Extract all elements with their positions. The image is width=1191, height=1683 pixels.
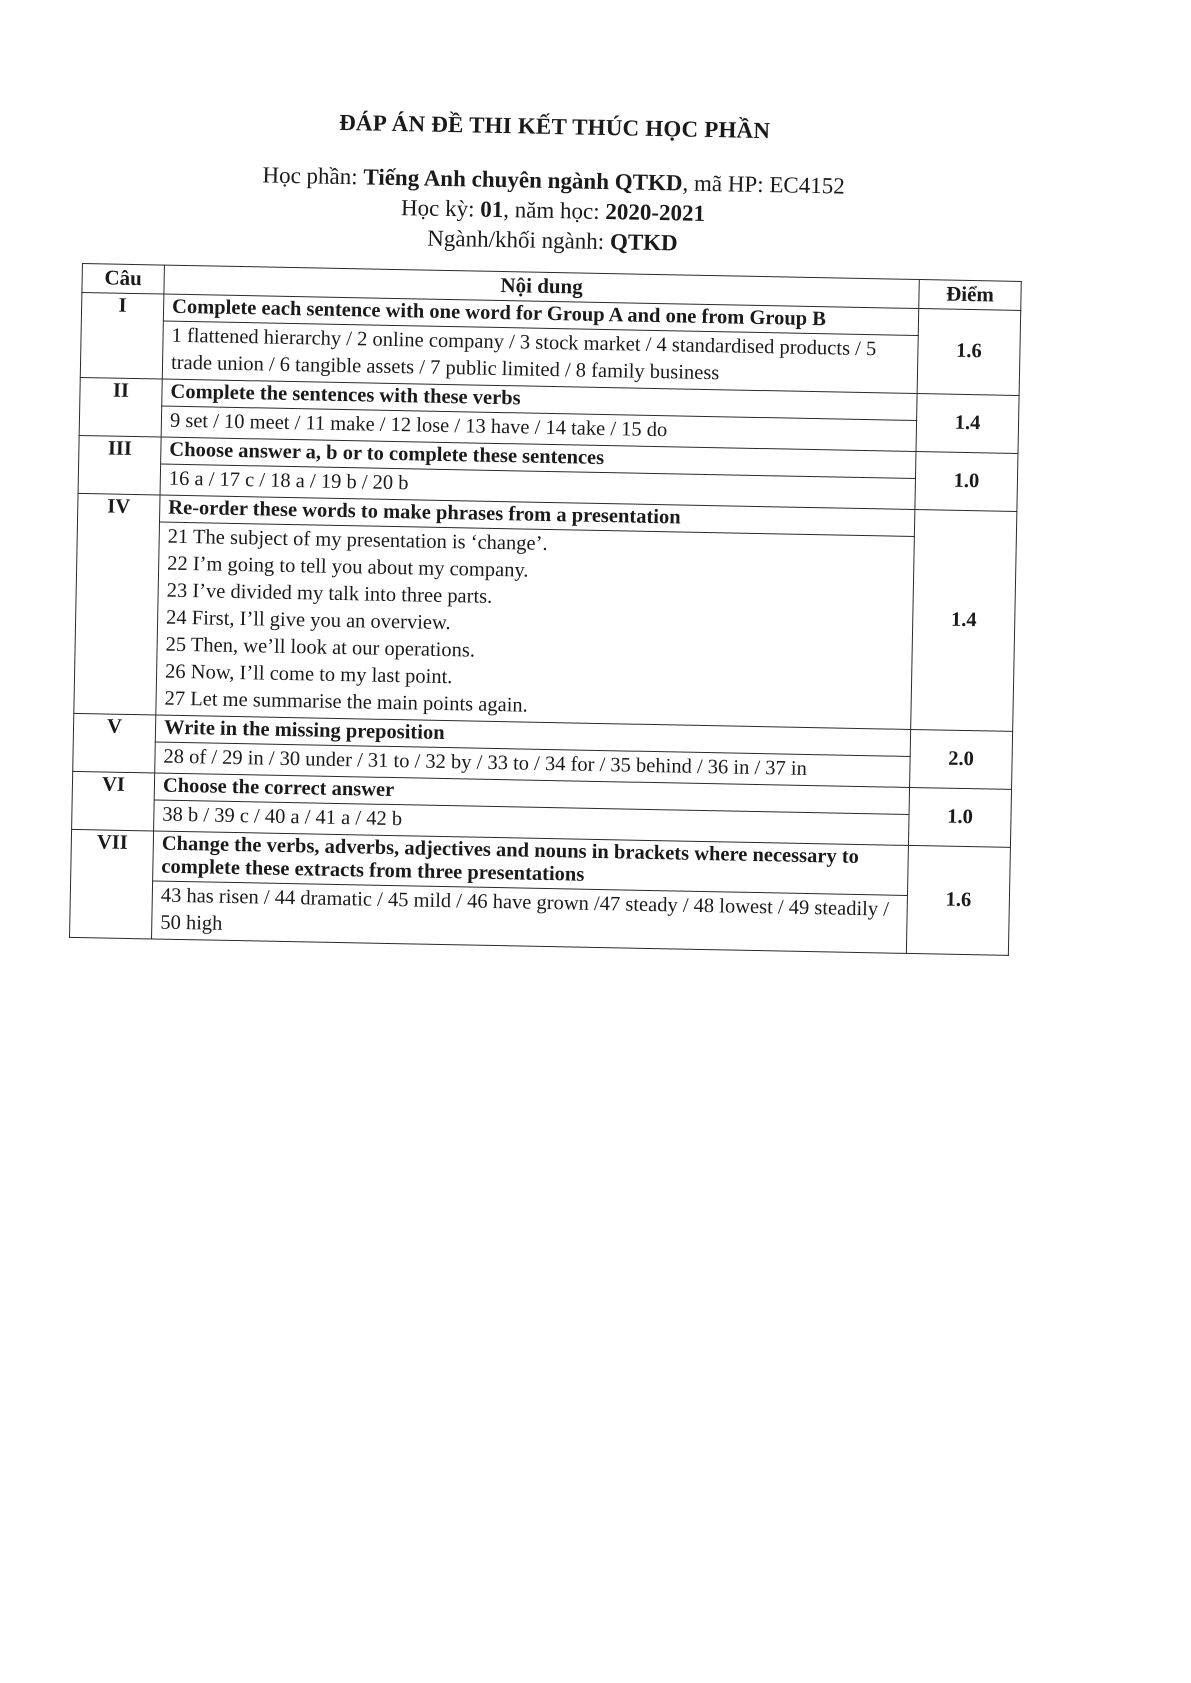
course-code: EC4152: [769, 172, 845, 199]
answer-table: [69, 263, 1022, 956]
section-number: VI: [72, 771, 155, 831]
answer-line: 38 b / 39 c / 40 a / 41 a / 42 b: [162, 803, 403, 831]
answer-line: 24 First, I’ll give you an overview.: [165, 606, 451, 635]
section-score: 1.6: [906, 845, 1010, 955]
section-score: 2.0: [910, 729, 1013, 789]
section-score: 1.6: [917, 309, 1021, 396]
section-task: Complete each sentence with one word for Group A and one from Group B: [163, 294, 918, 335]
section-number: II: [79, 377, 162, 437]
section-answers: [156, 522, 915, 729]
year-label: , năm học:: [503, 197, 600, 224]
answer-line: 22 I’m going to tell you about my company.: [166, 552, 529, 582]
section-score: 1.0: [908, 787, 1011, 847]
section-task: Write in the missing preposition: [155, 715, 910, 756]
answer-line: 9 set / 10 meet / 11 make / 12 lose / 13 have / 14 take / 15 do: [169, 409, 668, 442]
section-score: 1.0: [915, 452, 1018, 512]
section-task: Complete the sentences with these verbs: [162, 379, 917, 420]
section-number: VII: [70, 829, 154, 939]
column-header-question: Câu: [82, 263, 165, 294]
course-label: Học phần:: [262, 162, 358, 190]
course-name: Tiếng Anh chuyên ngành QTKD: [363, 164, 683, 196]
section-number: I: [80, 292, 164, 379]
section-answer-row: [74, 520, 1017, 731]
answer-key-document: [69, 105, 1025, 956]
answer-line: 25 Then, we’ll look at our operations.: [165, 633, 476, 662]
section-task: Choose answer a, b or to complete these sentences: [161, 437, 916, 478]
section-score: 1.4: [911, 510, 1017, 732]
section-task: Re-order these words to make phrases from a presentation: [160, 495, 915, 536]
section-number: III: [78, 435, 161, 495]
answer-line: 1 flattened hierarchy / 2 online company / 3 stock market / 4 standardised products / 5 trade union / 6 tangible assets / 7 public limited / 8 family business: [170, 324, 877, 385]
answer-line: 43 has risen / 44 dramatic / 45 mild / 46 have grown /47 steady / 48 lowest / 49 steadily / 50 high: [160, 884, 890, 935]
answer-line: 16 a / 17 c / 18 a / 19 b / 20 b: [168, 467, 409, 495]
semester-value: 01: [480, 196, 504, 223]
major-value: QTKD: [609, 229, 678, 256]
semester-label: Học kỳ:: [400, 195, 475, 222]
answer-line: 27 Let me summarise the main points again.: [164, 687, 528, 717]
answer-table-body: [70, 292, 1021, 955]
section-number: V: [73, 713, 156, 773]
major-label: Ngành/khối ngành:: [427, 225, 605, 254]
answer-line: 21 The subject of my presentation is ‘change’.: [167, 525, 548, 555]
year-value: 2020-2021: [605, 199, 706, 226]
document-title: ĐÁP ÁN ĐỀ THI KẾT THÚC HỌC PHẦN: [338, 109, 771, 144]
column-header-score: Điểm: [919, 280, 1022, 311]
course-info: [82, 157, 1024, 265]
section-score: 1.4: [916, 394, 1019, 454]
answer-line: 28 of / 29 in / 30 under / 31 to / 32 by / 33 to / 34 for / 35 behind / 36 in / 37 in: [163, 745, 808, 780]
section-task: Change the verbs, adverbs, adjectives and nouns in brackets where necessary to complete these extracts from three presentations: [153, 831, 909, 895]
answer-line: 26 Now, I’ll come to my last point.: [164, 660, 453, 689]
section-number: IV: [74, 493, 160, 715]
course-code-label: , mã HP:: [682, 170, 764, 198]
section-task: Choose the correct answer: [154, 773, 909, 814]
answer-line: 23 I’ve divided my talk into three parts.: [166, 579, 493, 608]
column-header-content: Nội dung: [164, 265, 919, 308]
